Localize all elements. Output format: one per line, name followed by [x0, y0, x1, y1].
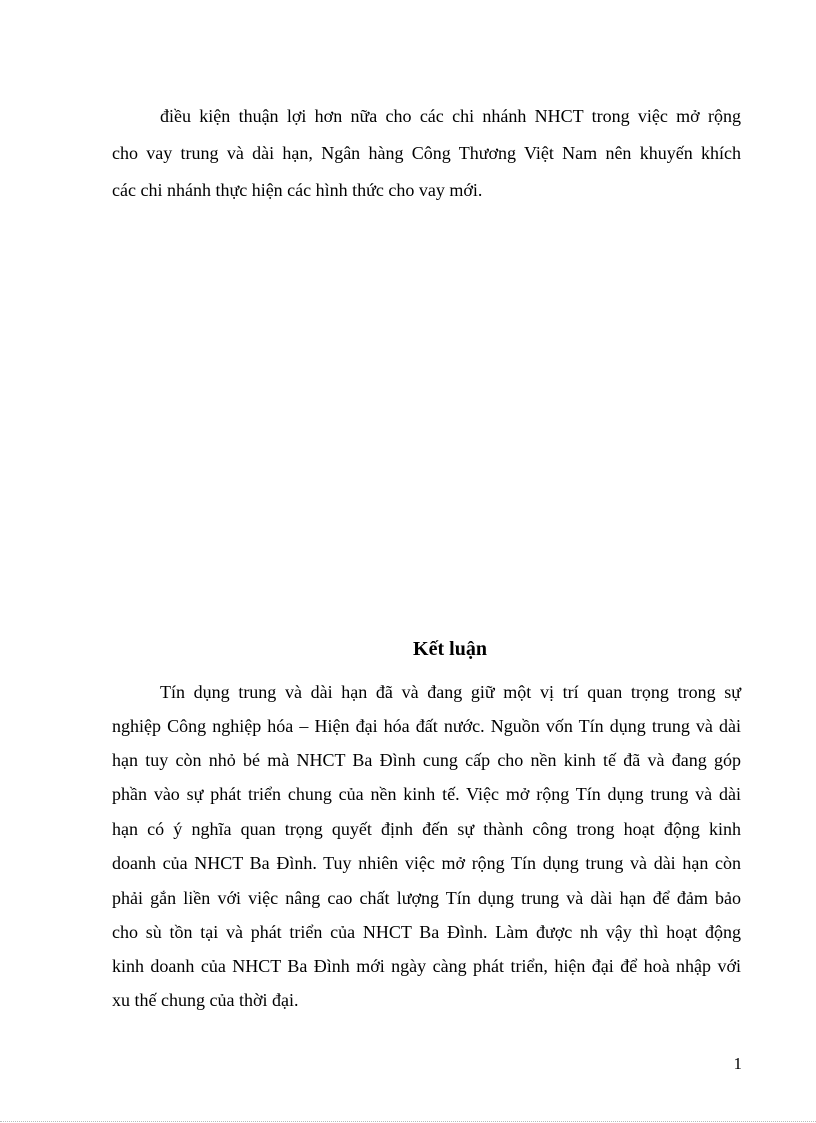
paragraph-line: hạn có ý nghĩa quan trọng quyết định đến sự thành công trong hoạt động kinh — [112, 819, 741, 839]
page-number: 1 — [733, 1054, 742, 1073]
paragraph-line: xu thế chung của thời đại. — [112, 990, 299, 1010]
paragraph-line: cho sù tồn tại và phát triển của NHCT Ba Đình. Làm được nh vậy thì hoạt động — [112, 922, 741, 942]
paragraph-line: Tín dụng trung và dài hạn đã và đang giữ một vị trí quan trọng trong sự — [160, 682, 741, 702]
paragraph-line: kinh doanh của NHCT Ba Đình mới ngày càng phát triển, hiện đại để hoà nhập với — [112, 956, 741, 976]
paragraph-line: doanh của NHCT Ba Đình. Tuy nhiên việc mở rộng Tín dụng trung và dài hạn còn — [112, 853, 741, 873]
paragraph-line: các chi nhánh thực hiện các hình thức cho vay mới. — [112, 180, 483, 200]
paragraph-line: hạn tuy còn nhỏ bé mà NHCT Ba Đình cung cấp cho nền kinh tế đã và đang góp — [112, 750, 741, 770]
paragraph-line: cho vay trung và dài hạn, Ngân hàng Công Thương Việt Nam nên khuyến khích — [112, 143, 741, 163]
paragraph-line: điều kiện thuận lợi hơn nữa cho các chi nhánh NHCT trong việc mở rộng — [160, 106, 741, 126]
paragraph-line: phần vào sự phát triển chung của nền kinh tế. Việc mở rộng Tín dụng trung và dài — [112, 784, 741, 804]
section-heading: Kết luận — [413, 638, 487, 660]
paragraph-line: nghiệp Công nghiệp hóa – Hiện đại hóa đất nước. Nguồn vốn Tín dụng trung và dài — [112, 716, 741, 736]
page-bottom-divider — [0, 1121, 816, 1122]
paragraph-line: phải gắn liền với việc nâng cao chất lượng Tín dụng trung và dài hạn để đảm bảo — [112, 888, 741, 908]
